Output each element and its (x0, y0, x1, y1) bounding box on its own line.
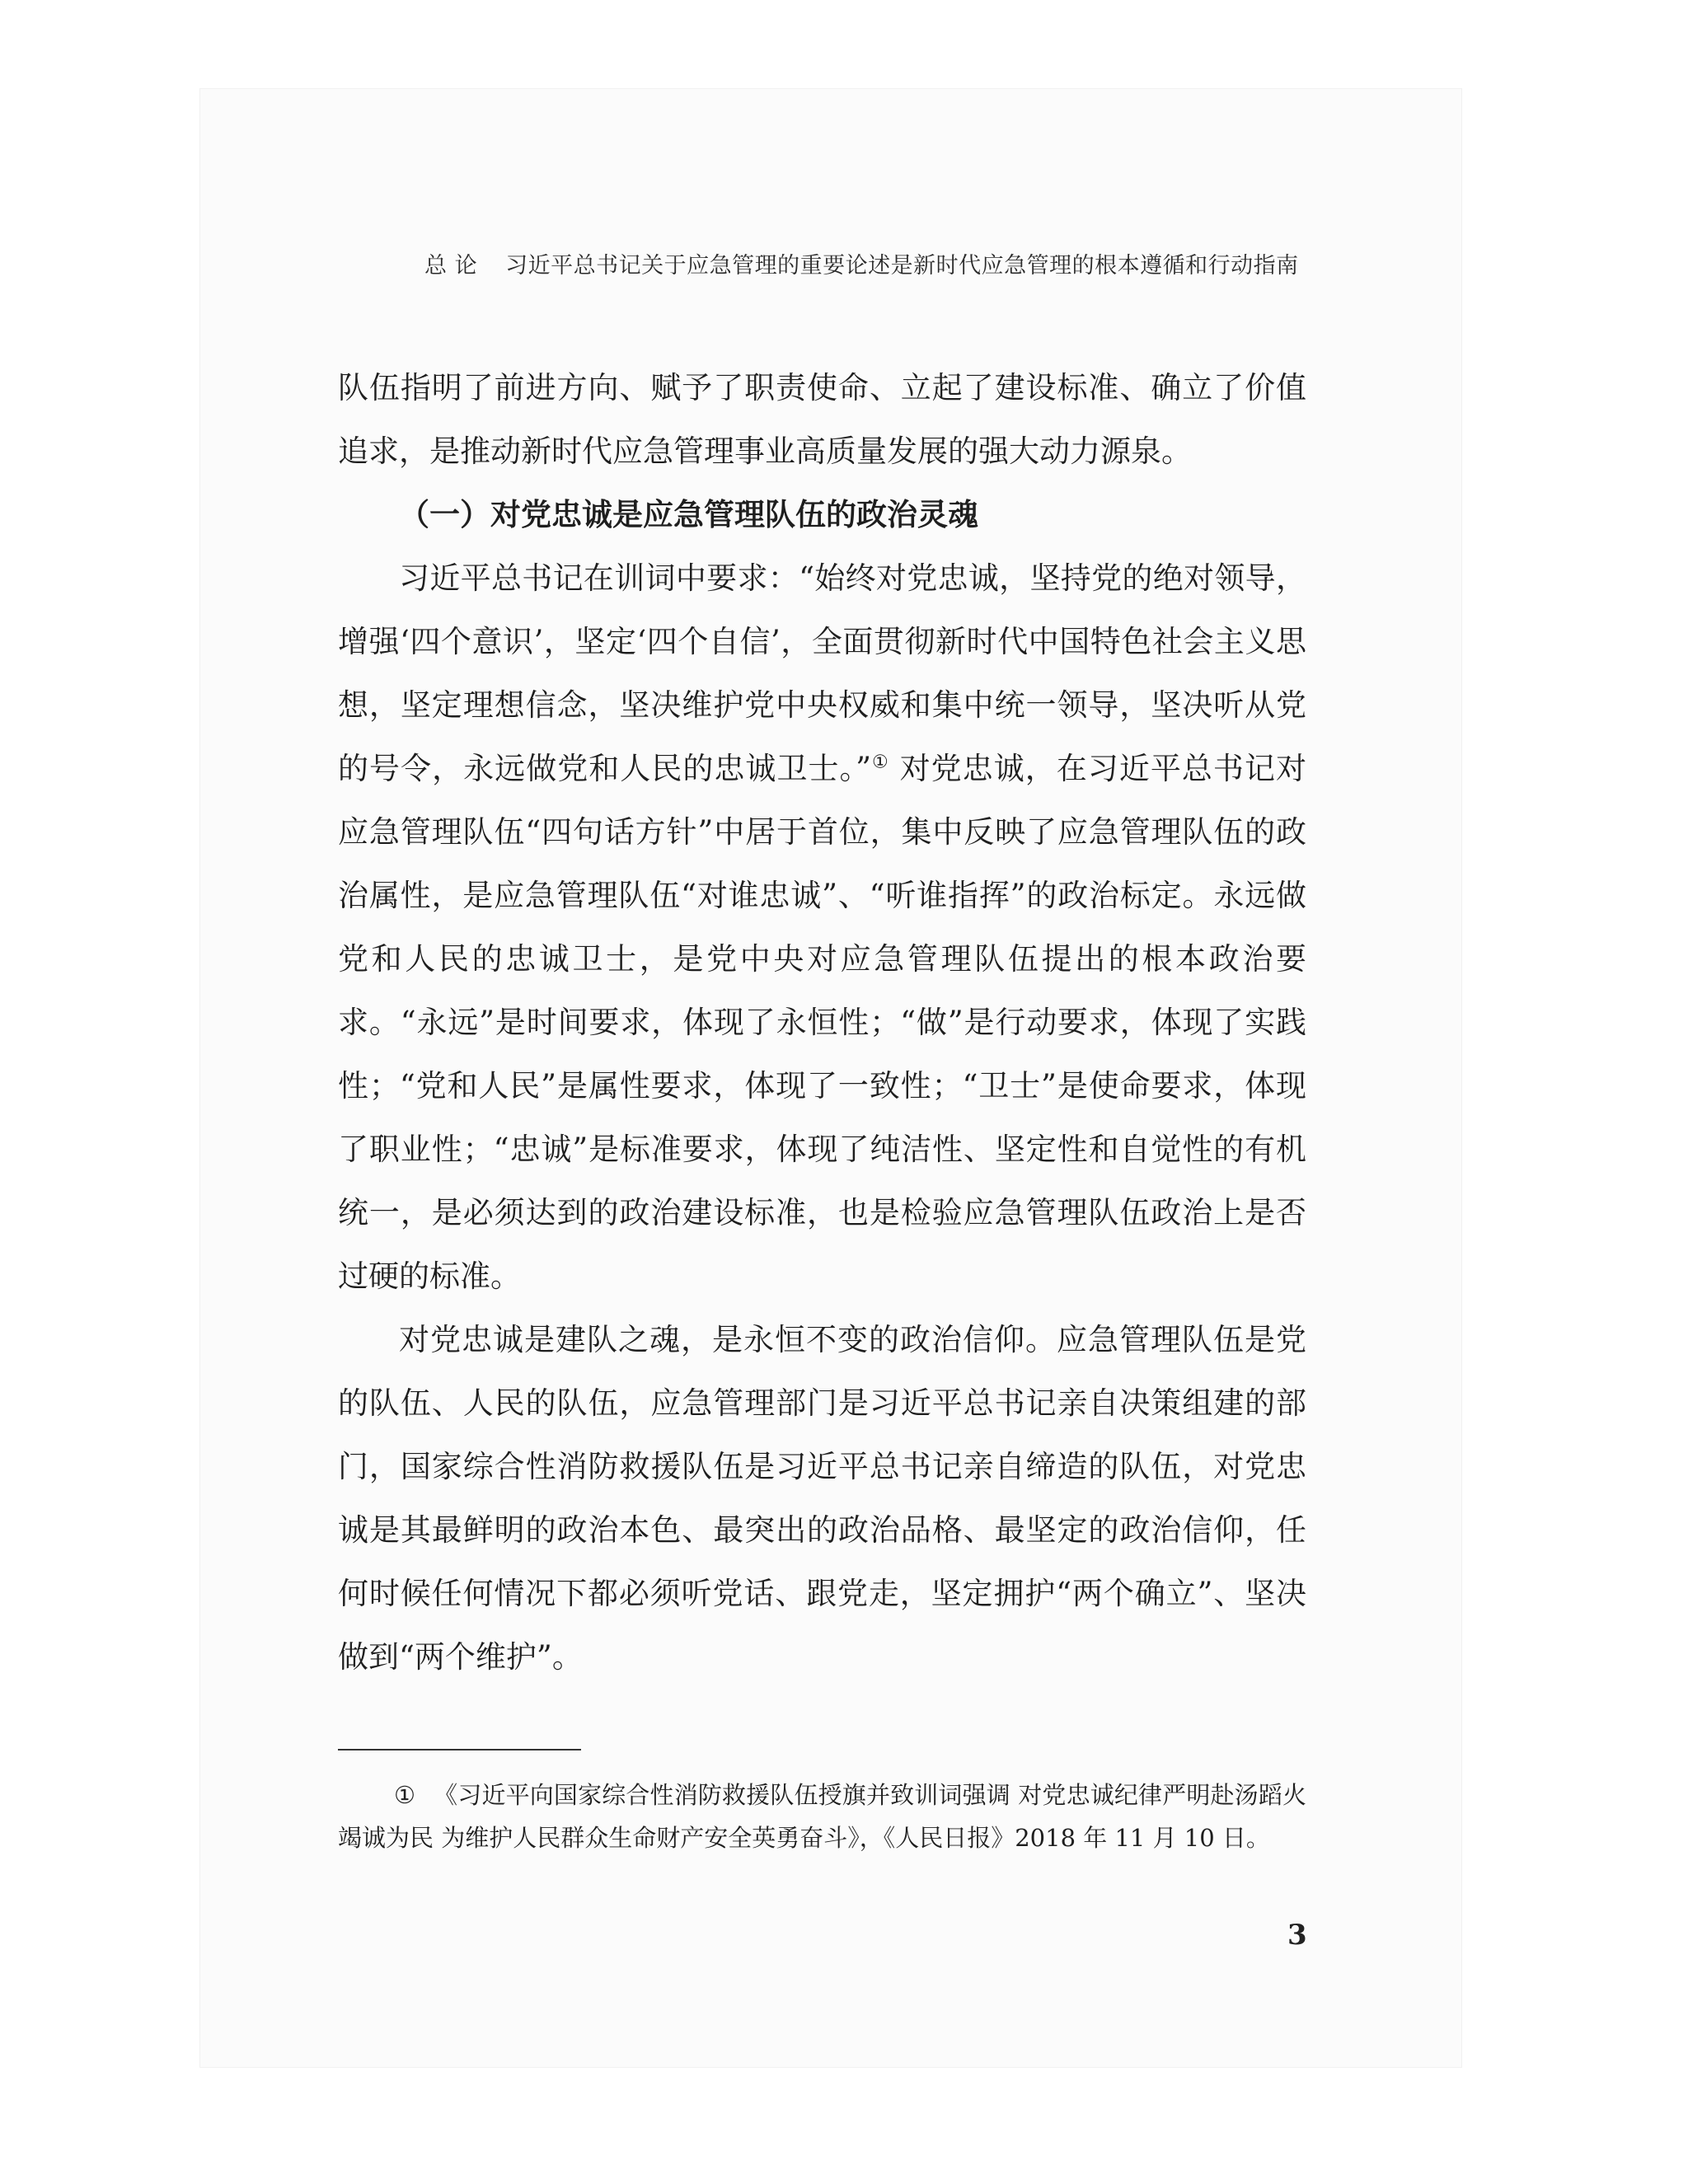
paragraph-continuation: 队伍指明了前进方向、赋予了职责使命、立起了建设标准、确立了价值追求，是推动新时代应急管理事业高质量发展的强大动力源泉。 (338, 370, 1306, 469)
footnote-marker: ① (394, 1781, 415, 1809)
footnote-reference[interactable]: ① (871, 752, 889, 773)
section-heading: （一）对党忠诚是应急管理队伍的政治灵魂 (399, 496, 978, 532)
page-number: 3 (1287, 1919, 1307, 1952)
body-text (338, 356, 1306, 1689)
running-header (424, 247, 1298, 279)
chapter-title: 习近平总书记关于应急管理的重要论述是新时代应急管理的根本遵循和行动指南 (505, 253, 1299, 279)
footnote (338, 1774, 1306, 1859)
footnote-divider (338, 1749, 581, 1750)
paragraph-1-rest: 对党忠诚，在习近平总书记对应急管理队伍“四句话方针”中居于首位，集中反映了应急管理队伍的政治属性，是应急管理队伍“对谁忠诚”、“听谁指挥”的政治标定。永远做党和人民的忠诚卫士，是党中央对应急管理队伍提出的根本政治要求。“永远”是时间要求，体现了永恒性；“做”是行动要求，体现了实践性；“党和人民”是属性要求，体现了一致性；“卫士”是使命要求，体现了职业性；“忠诚”是标准要求，体现了纯洁性、坚定性和自觉性的有机统一，是必须达到的政治建设标准，也是检验应急管理队伍政治上是否过硬的标准。 (338, 751, 1306, 1294)
chapter-label: 总 论 (424, 253, 478, 279)
paragraph-1-quote: 习近平总书记在训词中要求：“始终对党忠诚，坚持党的绝对领导，增强‘四个意识’，坚定‘四个自信’，全面贯彻新时代中国特色社会主义思想，坚定理想信念，坚决维护党中央权威和集中统一领导，坚决听从党的号令，永远做党和人民的忠诚卫士。” (338, 560, 1306, 786)
paragraph-1 (338, 546, 1306, 1308)
paragraph-2: 对党忠诚是建队之魂，是永恒不变的政治信仰。应急管理队伍是党的队伍、人民的队伍，应急管理部门是习近平总书记亲自决策组建的部门，国家综合性消防救援队伍是习近平总书记亲自缔造的队伍，对党忠诚是其最鲜明的政治本色、最突出的政治品格、最坚定的政治信仰，任何时候任何情况下都必须听党话、跟党走，坚定拥护“两个确立”、坚决做到“两个维护”。 (338, 1322, 1306, 1675)
footnote-text: 《习近平向国家综合性消防救援队伍授旗并致训词强调 对党忠诚纪律严明赴汤蹈火竭诚为民 为维护人民群众生命财产安全英勇奋斗》，《人民日报》2018 年 11 月 10 日。 (338, 1781, 1306, 1852)
